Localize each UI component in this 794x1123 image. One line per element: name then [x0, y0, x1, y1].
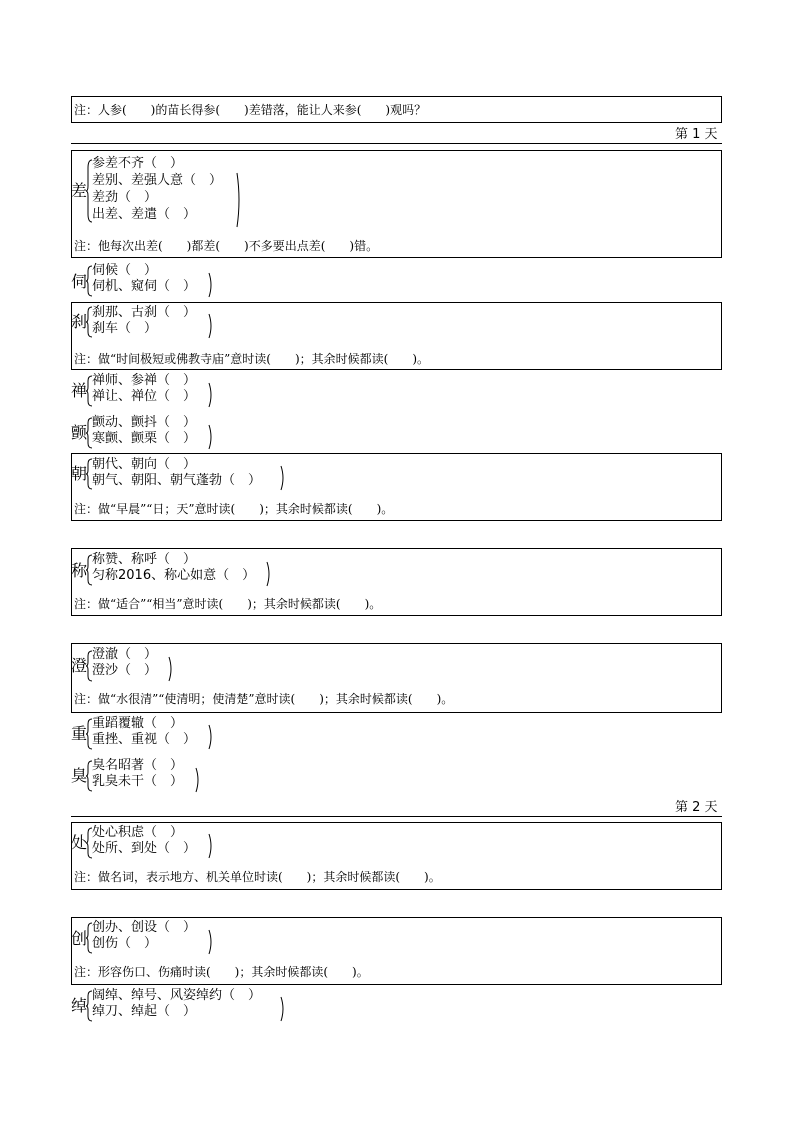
right-paren: [208, 724, 214, 750]
entry-item-chu-1: 处心积虑（ ）: [92, 825, 184, 840]
entry-item-cha-2: 差别、差强人意（ ）: [92, 173, 223, 188]
day2-label: 第 2 天: [675, 800, 718, 815]
entry-item-si-2: 伺机、窥伺（ ）: [92, 279, 197, 294]
entry-item-chou-2: 乳臭未干（ ）: [92, 774, 184, 789]
right-paren: [208, 833, 214, 859]
entry-item-chu-2: 处所、到处（ ）: [92, 841, 197, 856]
entry-item-cheng2-2: 澄沙（ ）: [92, 663, 158, 678]
right-paren: [208, 313, 214, 339]
right-paren: [208, 382, 214, 408]
entry-item-chan-2: 禅让、禅位（ ）: [92, 389, 197, 404]
entry-char-chan2: 颤: [71, 423, 88, 442]
right-paren: [195, 767, 201, 793]
day1-label: 第 1 天: [675, 127, 718, 142]
entry-note-chao: 注：做“早晨”“日；天”意时读( )；其余时候都读( )。: [74, 502, 394, 516]
entry-note-cha: 注：他每次出差( )都差( )不多要出点差( )错。: [74, 239, 379, 253]
entry-char-cha: 差: [71, 181, 88, 200]
entry-note-cheng2: 注：做“水很清”“使清明；使清楚”意时读( )；其余时候都读( )。: [74, 692, 454, 706]
entry-item-cha-3: 差劲（ ）: [92, 190, 158, 205]
day1-divider: [71, 143, 722, 144]
entry-char-chan: 禅: [71, 381, 88, 400]
entry-item-cha-1: 参差不齐（ ）: [92, 156, 184, 171]
right-paren: [208, 272, 214, 298]
entry-char-chuo: 绰: [71, 996, 88, 1015]
day2-divider: [71, 816, 722, 817]
entry-item-chuo-2: 绰刀、绰起（ ）: [92, 1004, 197, 1019]
entry-item-chan2-2: 寒颤、颤栗（ ）: [92, 431, 197, 446]
entry-item-chuang-2: 创伤（ ）: [92, 936, 158, 951]
entry-item-si-1: 伺候（ ）: [92, 263, 158, 278]
entry-item-chan-1: 禅师、参禅（ ）: [92, 373, 197, 388]
entry-item-chuang-1: 创办、创设（ ）: [92, 920, 197, 935]
right-paren: [266, 561, 272, 587]
right-paren: [208, 424, 214, 450]
entry-char-si: 伺: [71, 272, 88, 291]
entry-char-chong: 重: [71, 724, 88, 743]
entry-item-cheng-2: 匀称2016、称心如意（ ）: [92, 568, 256, 583]
entry-item-cha2-1: 刹那、古刹（ ）: [92, 305, 197, 320]
entry-item-cha-4: 出差、差遣（ ）: [92, 207, 197, 222]
entry-char-cheng: 称: [71, 561, 88, 580]
entry-item-cha2-2: 刹车（ ）: [92, 321, 158, 336]
entry-char-cha2: 刹: [71, 312, 88, 331]
entry-char-chao: 朝: [71, 464, 88, 483]
entry-item-chan2-1: 颤动、颤抖（ ）: [92, 415, 197, 430]
entry-item-chong-2: 重挫、重视（ ）: [92, 732, 197, 747]
entry-note-cheng: 注：做“适合”“相当”意时读( )；其余时候都读( )。: [74, 597, 382, 611]
entry-item-cheng-1: 称赞、称呼（ ）: [92, 552, 197, 567]
entry-char-chou: 臭: [71, 766, 88, 785]
right-paren: [168, 656, 174, 682]
entry-item-chong-1: 重蹈覆辙（ ）: [92, 716, 184, 731]
top-note: 注：人参( )的苗长得参( )差错落，能让人来参( )观吗？: [74, 103, 427, 117]
entry-note-chuang: 注：形容伤口、伤痛时读( )；其余时候都读( )。: [74, 965, 369, 979]
entry-item-chao-1: 朝代、朝向（ ）: [92, 457, 197, 472]
right-paren: [280, 465, 286, 491]
entry-note-cha2: 注：做“时间极短或佛教寺庙”意时读( )；其余时候都读( )。: [74, 352, 429, 366]
entry-char-cheng2: 澄: [71, 656, 88, 675]
entry-item-chuo-1: 阔绰、绰号、风姿绰约（ ）: [92, 988, 262, 1003]
right-paren: [280, 996, 286, 1022]
right-paren: [208, 929, 214, 955]
entry-item-cheng2-1: 澄澈（ ）: [92, 647, 158, 662]
right-paren: [236, 172, 242, 228]
entry-item-chou-1: 臭名昭著（ ）: [92, 758, 184, 773]
entry-note-chu: 注：做名词，表示地方、机关单位时读( )；其余时候都读( )。: [74, 870, 441, 884]
entry-char-chuang: 创: [71, 929, 88, 948]
entry-item-chao-2: 朝气、朝阳、朝气蓬勃（ ）: [92, 473, 262, 488]
entry-char-chu: 处: [71, 833, 88, 852]
